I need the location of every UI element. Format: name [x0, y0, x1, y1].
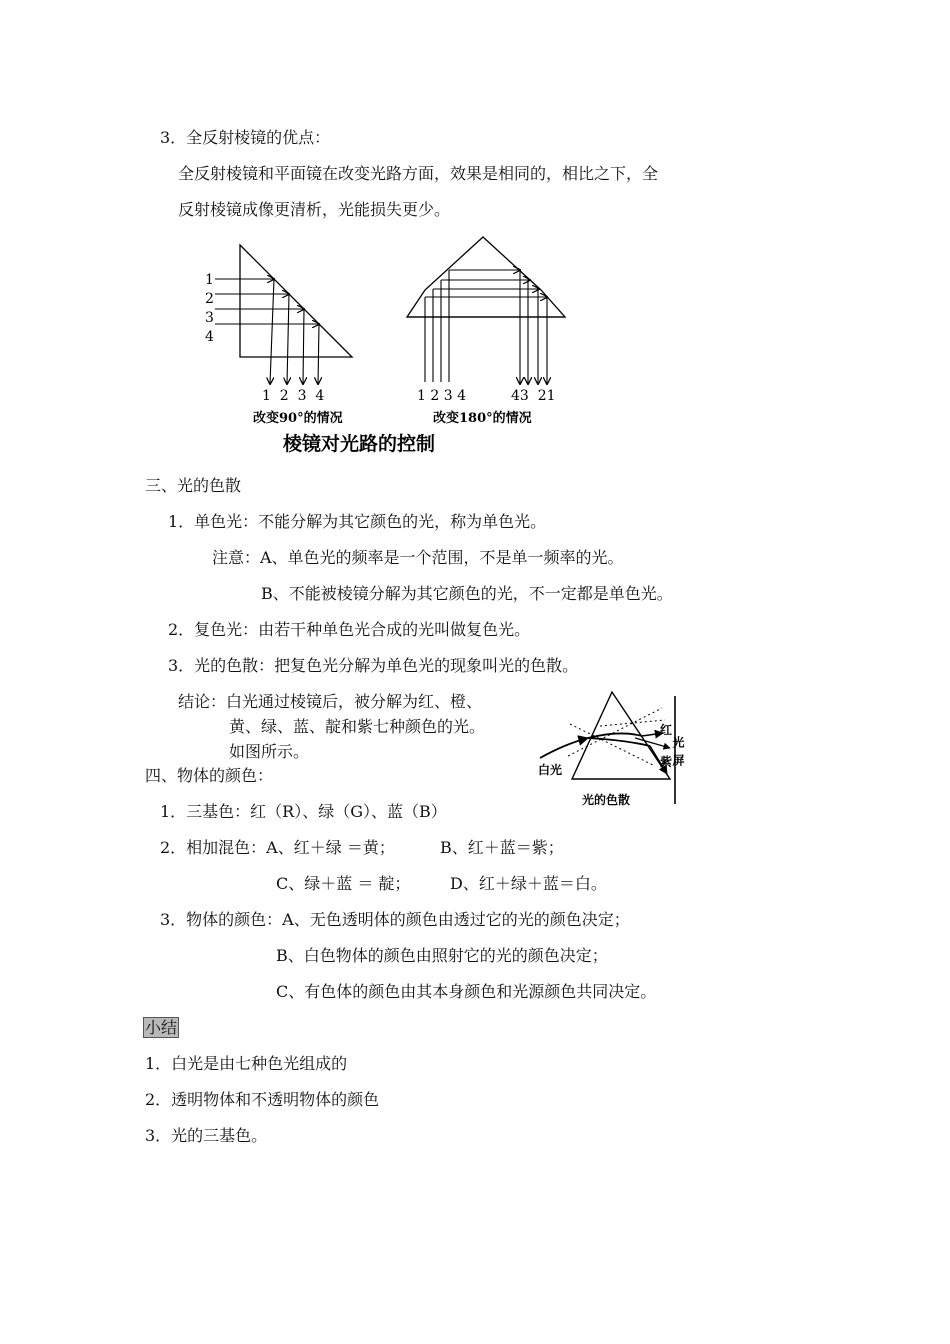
left-in-label-2: 2 — [205, 291, 214, 307]
primary-colors: 1．三基色：红（R）、绿（G）、蓝（B） — [160, 802, 447, 821]
right-out-labels-right: 43 21 — [511, 388, 556, 404]
violet-label: 紫 — [660, 755, 673, 769]
dispersion-caption: 光的色散 — [582, 793, 631, 807]
monochromatic-definition: 1．单色光：不能分解为其它颜色的光，称为单色光。 — [168, 512, 547, 531]
section-3-heading: 3．全反射棱镜的优点： — [160, 128, 331, 147]
red-label: 红 — [660, 723, 673, 737]
left-in-label-4: 4 — [205, 329, 214, 345]
prism-light-path-figure — [195, 232, 575, 462]
note-b: B、不能被棱镜分解为其它颜色的光，不一定都是单色光。 — [261, 584, 673, 603]
caption-90: 改变90°的情况 — [253, 411, 343, 426]
summary-item-1: 1．白光是由七种色光组成的 — [145, 1054, 348, 1073]
white-light-label: 白光 — [538, 763, 563, 777]
summary-item-3: 3．光的三基色。 — [145, 1126, 268, 1145]
left-out-labels: 1 2 3 4 — [262, 388, 325, 404]
prism-figure-title: 棱镜对光路的控制 — [283, 433, 436, 455]
object-color-a: 3．物体的颜色：A、无色透明体的颜色由透过它的光的颜色决定； — [160, 910, 630, 929]
additive-mixing-b: B、红＋蓝＝紫； — [440, 838, 564, 857]
summary-heading-label: 小结 — [145, 1018, 178, 1037]
triangular-prism — [572, 692, 673, 779]
right-out-labels-left: 1 2 3 4 — [417, 388, 466, 404]
object-color-heading: 四、物体的颜色： — [145, 766, 274, 785]
dispersion-definition: 3．光的色散：把复色光分解为单色光的现象叫光的色散。 — [168, 656, 579, 675]
composite-light-definition: 2．复色光：由若干种单色光合成的光叫做复色光。 — [168, 620, 531, 639]
left-in-label-3: 3 — [205, 310, 214, 326]
object-color-c: C、有色体的颜色由其本身颜色和光源颜色共同决定。 — [276, 982, 657, 1001]
summary-heading — [143, 1018, 179, 1038]
summary-item-2: 2．透明物体和不透明物体的颜色 — [145, 1090, 380, 1109]
conclusion-line2: 黄、绿、蓝、靛和紫七种颜色的光。 — [229, 717, 486, 736]
conclusion-line3: 如图所示。 — [229, 742, 310, 761]
right-angle-prism-90 — [205, 245, 352, 426]
additive-mixing-c: C、绿＋蓝 ＝ 靛； — [276, 874, 411, 893]
conclusion-line1: 结论：白光通过棱镜后，被分解为红、橙、 — [178, 692, 483, 711]
note-a: 注意：A、单色光的频率是一个范围，不是单一频率的光。 — [212, 548, 624, 567]
white-light-ray — [540, 738, 588, 758]
house-prism-180 — [407, 237, 565, 426]
section-3-paragraph-line1: 全反射棱镜和平面镜在改变光路方面，效果是相同的，相比之下，全 — [178, 164, 659, 183]
section-3-paragraph-line2: 反射棱镜成像更清析，光能损失更少。 — [178, 200, 451, 219]
screen-label: 光屏 — [671, 736, 685, 772]
additive-mixing-a: 2．相加混色：A、红＋绿 ＝黄； — [160, 838, 395, 857]
caption-180: 改变180°的情况 — [433, 411, 532, 426]
dispersion-figure — [530, 686, 705, 811]
object-color-b: B、白色物体的颜色由照射它的光的颜色决定； — [276, 946, 608, 965]
additive-mixing-d: D、红＋绿＋蓝＝白。 — [450, 874, 607, 893]
left-in-label-1: 1 — [205, 272, 214, 288]
dispersion-heading: 三、光的色散 — [145, 476, 242, 495]
